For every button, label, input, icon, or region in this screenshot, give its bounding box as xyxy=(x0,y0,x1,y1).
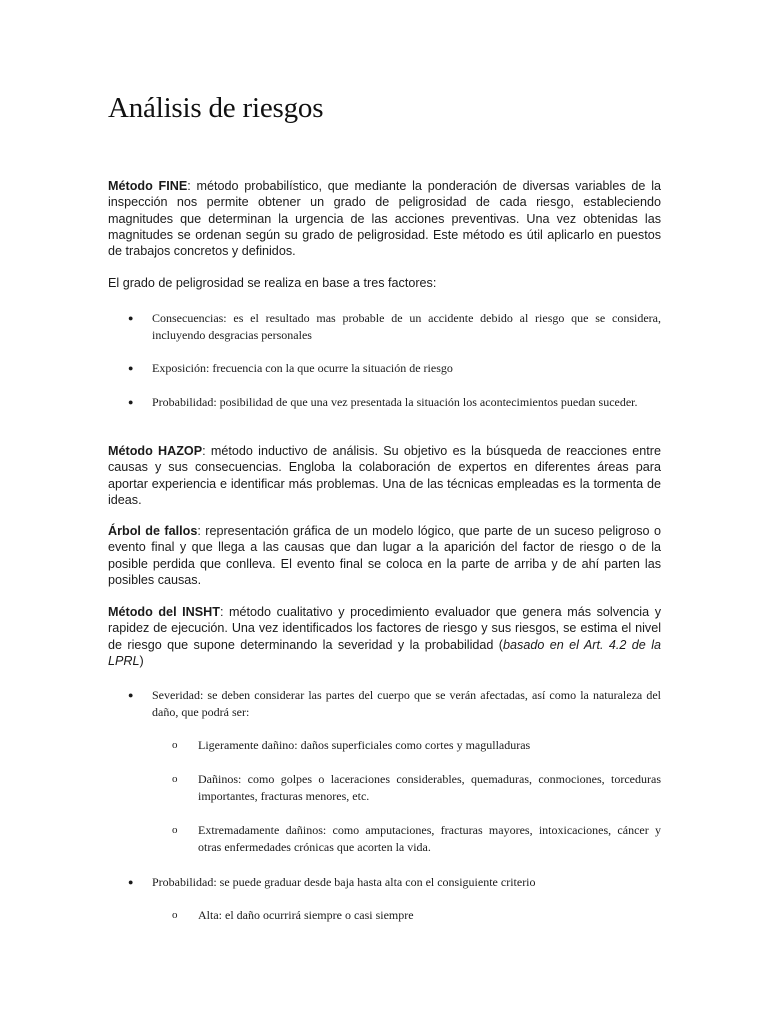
list-item-text: Consecuencias: es el resultado mas probable de un accidente debido al riesgo que se considera, incluyendo desgracias personales xyxy=(152,311,661,342)
paragraph-grado-peligrosidad: El grado de peligrosidad se realiza en base a tres factores: xyxy=(108,276,437,290)
term-arbol-fallos: Árbol de fallos xyxy=(108,524,198,538)
list-item-text: Probabilidad: se puede graduar desde baja hasta alta con el consiguiente criterio xyxy=(152,875,536,889)
list-item-text: Probabilidad: posibilidad de que una vez presentada la situación los acontecimientos puedan suceder. xyxy=(152,395,638,409)
list-item-text: Exposición: frecuencia con la que ocurre la situación de riesgo xyxy=(152,361,453,375)
paragraph-metodo-hazop xyxy=(108,443,661,508)
bullet-icon: ● xyxy=(128,397,134,407)
paragraph-metodo-fine xyxy=(108,178,661,259)
sublist-item-text: Dañinos: como golpes o laceraciones considerables, quemaduras, conmociones, torceduras importantes, fracturas menores, etc. xyxy=(198,772,661,803)
paragraph-arbol-fallos xyxy=(108,523,661,588)
term-metodo-insht: Método del INSHT xyxy=(108,605,220,619)
list-item-text: Severidad: se deben considerar las partes del cuerpo que se verán afectadas, así como la naturaleza del daño, que podrá ser: xyxy=(152,688,661,719)
bullet-icon: ● xyxy=(128,690,134,700)
definition-metodo-hazop: : método inductivo de análisis. Su objetivo es la búsqueda de reacciones entre causas y sus consecuencias. Engloba la colaboración de expertos en diferentes áreas para aportar experiencia e identificar más problemas. Una de las técnicas empleadas es la tormenta de ideas. xyxy=(108,444,661,507)
term-metodo-fine: Método FINE xyxy=(108,179,188,193)
page-title: Análisis de riesgos xyxy=(108,92,324,124)
bullet-icon: ● xyxy=(128,313,134,323)
sublist-item-text: Ligeramente dañino: daños superficiales como cortes y magulladuras xyxy=(198,738,531,752)
sub-bullet-icon: o xyxy=(172,739,178,751)
definition-arbol-fallos: : representación gráfica de un modelo lógico, que parte de un suceso peligroso o evento final y que llega a las causas que dan lugar a la aparición del factor de riesgo o de la posible perdida que conlleva. El evento final se coloca en la parte de arriba y de ahí parten las posibles causas. xyxy=(108,524,661,587)
sublist-item-text: Alta: el daño ocurrirá siempre o casi siempre xyxy=(198,908,414,922)
bullet-icon: ● xyxy=(128,363,134,373)
paragraph-metodo-insht xyxy=(108,604,661,669)
term-metodo-hazop: Método HAZOP xyxy=(108,444,203,458)
reference-lprl: basado en el Art. 4.2 de la LPRL xyxy=(108,637,662,668)
definition-metodo-fine: : método probabilístico, que mediante la ponderación de diversas variables de la inspección nos permite obtener un grado de peligrosidad de cada riesgo, estableciendo magnitudes que determinan la urgencia de las acciones preventivas. Una vez obtenidas las magnitudes se ordenan según su grado de peligrosidad. Este método es útil aplicarlo en puestos de trabajos concretos y definidos. xyxy=(108,179,661,259)
closing-paren: ) xyxy=(139,653,144,668)
sub-bullet-icon: o xyxy=(172,909,178,921)
sub-bullet-icon: o xyxy=(172,773,178,785)
sub-bullet-icon: o xyxy=(172,824,178,836)
definition-metodo-insht: : método cualitativo y procedimiento evaluador que genera más solvencia y rapidez de ejecución. Una vez identificados los factores de riesgo y sus riesgos, se estima el nivel de riesgo que supone determinando la severidad y la probabilidad ( xyxy=(108,605,661,652)
bullet-icon: ● xyxy=(128,877,134,887)
sublist-item-text: Extremadamente dañinos: como amputaciones, fracturas mayores, intoxicaciones, cáncer y otras enfermedades crónicas que acorten la vida. xyxy=(198,823,661,854)
